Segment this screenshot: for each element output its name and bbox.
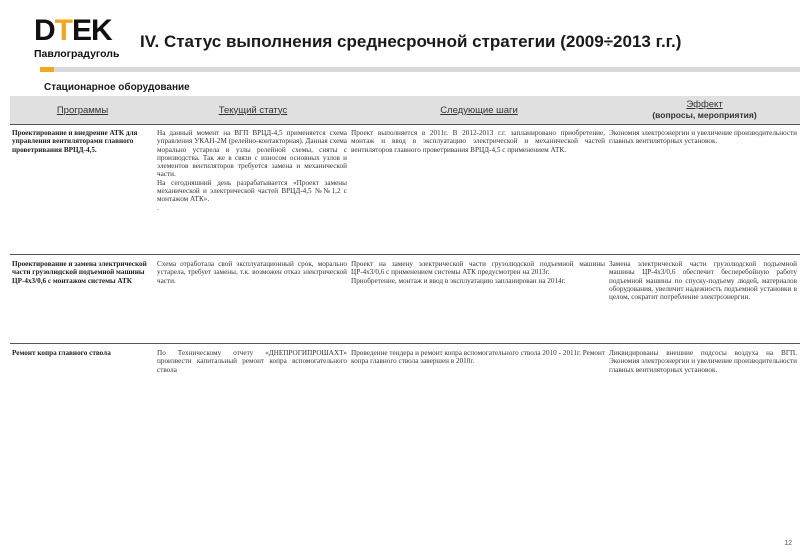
page-title: IV. Статус выполнения среднесрочной стратегии (2009÷2013 г.г.) [140,32,682,51]
row-2-program: Проектирование и замена электрической части грузолюдской подъемной машины ЦР-4х3/0,6 с монтажом системы АТК [12,260,147,285]
row-2-status: Схема отработала свой эксплуатационный срок, морально устарела, требует замены, т.к. возможен отказ электрической части. [157,260,347,285]
row-1-status-text: На данный момент на ВГП ВРЦД-4,5 применяется схема управления УКАН-2М (релейно-контакторная). Данная схема морально устарела и узлы релейной схемы, сняты с производства. Так же в связи с износом основных узлов и элементов вентиляторов требуется замена и механической части. [157,129,347,179]
row-1-next: Проект выполняется в 2011г. В 2012-2013 г.г. запланировано приобретение, монтаж и ввод в эксплуатацию электрической и механической частей вентиляторов главного проветривания ВРЦД-4,5 с применением АТК. [351,129,605,154]
row-3-status: По Техническому отчету «ДНЕПРОГИПРОШАХТ» произвести капитальный ремонт копра вспомогательного ствола [157,349,347,374]
row-divider [10,254,800,255]
row-3-effect: Ликвидированы внешние подсосы воздуха на ВГП. Экономия электроэнергии и увеличение производительности главных вентиляторных установок. [609,349,797,374]
row-2-next-extra: Приобретение, монтаж и ввод в эксплуатацию запланирован на 2014г. [351,276,566,285]
row-1-effect: Экономия электроэнергии и увеличение производительности главных вентиляторных установок. [609,129,797,146]
row-divider [10,343,800,344]
row-2-next-text: Проект на замену электрической части грузолюдской подъемной машины ЦР-4х3/0,6 с применением системы АТК предусмотрен на 2013г. [351,260,605,277]
title-underline [40,67,800,72]
row-3-next: Проведение тендера и ремонт копра вспомогательного ствола 2010 - 2011г. Ремонт копра главного ствола завершен в 2010г. [351,349,605,366]
row-3-program: Ремонт копра главного ствола [12,349,111,357]
title-underline-accent [40,67,54,72]
row-2-effect: Замена электрической части грузолюдской подъемной машины ЦР-4х3/0,6 обеспечит бесперебойную работу подъемной машины по спуску-подъему людей, материалов оборудования, увеличит надежность подъемной установки в целом, сократит потребление электроэнергии. [609,260,797,302]
logo-mark: DTEK [34,14,112,47]
row-1-program: Проектирование и внедрение АТК для управления вентиляторами главного проветривания ВРЦД-4,5. [12,129,138,154]
column-header-next-steps: Следующие шаги [440,104,518,116]
section-heading: Стационарное оборудование [44,82,190,93]
row-1-status-extra: На сегодняшний день разрабатывается «Проект замены механической и электрической частей ВРЦД-4,5 №№1,2 с монтажом АТК». [157,178,347,204]
row-2-next [351,260,605,285]
column-header-status: Текущий статус [218,104,288,116]
dtek-logo [34,16,134,66]
logo-subtitle: Павлоградуголь [34,48,120,60]
column-header-programs: Программы [56,104,109,116]
page-number: 12 [784,540,792,547]
row-1-status [157,129,347,212]
row-1-status-dot: . [157,203,159,212]
column-header-effect: Эффект (вопросы, мероприятия) [652,99,757,120]
row-divider [10,124,800,125]
